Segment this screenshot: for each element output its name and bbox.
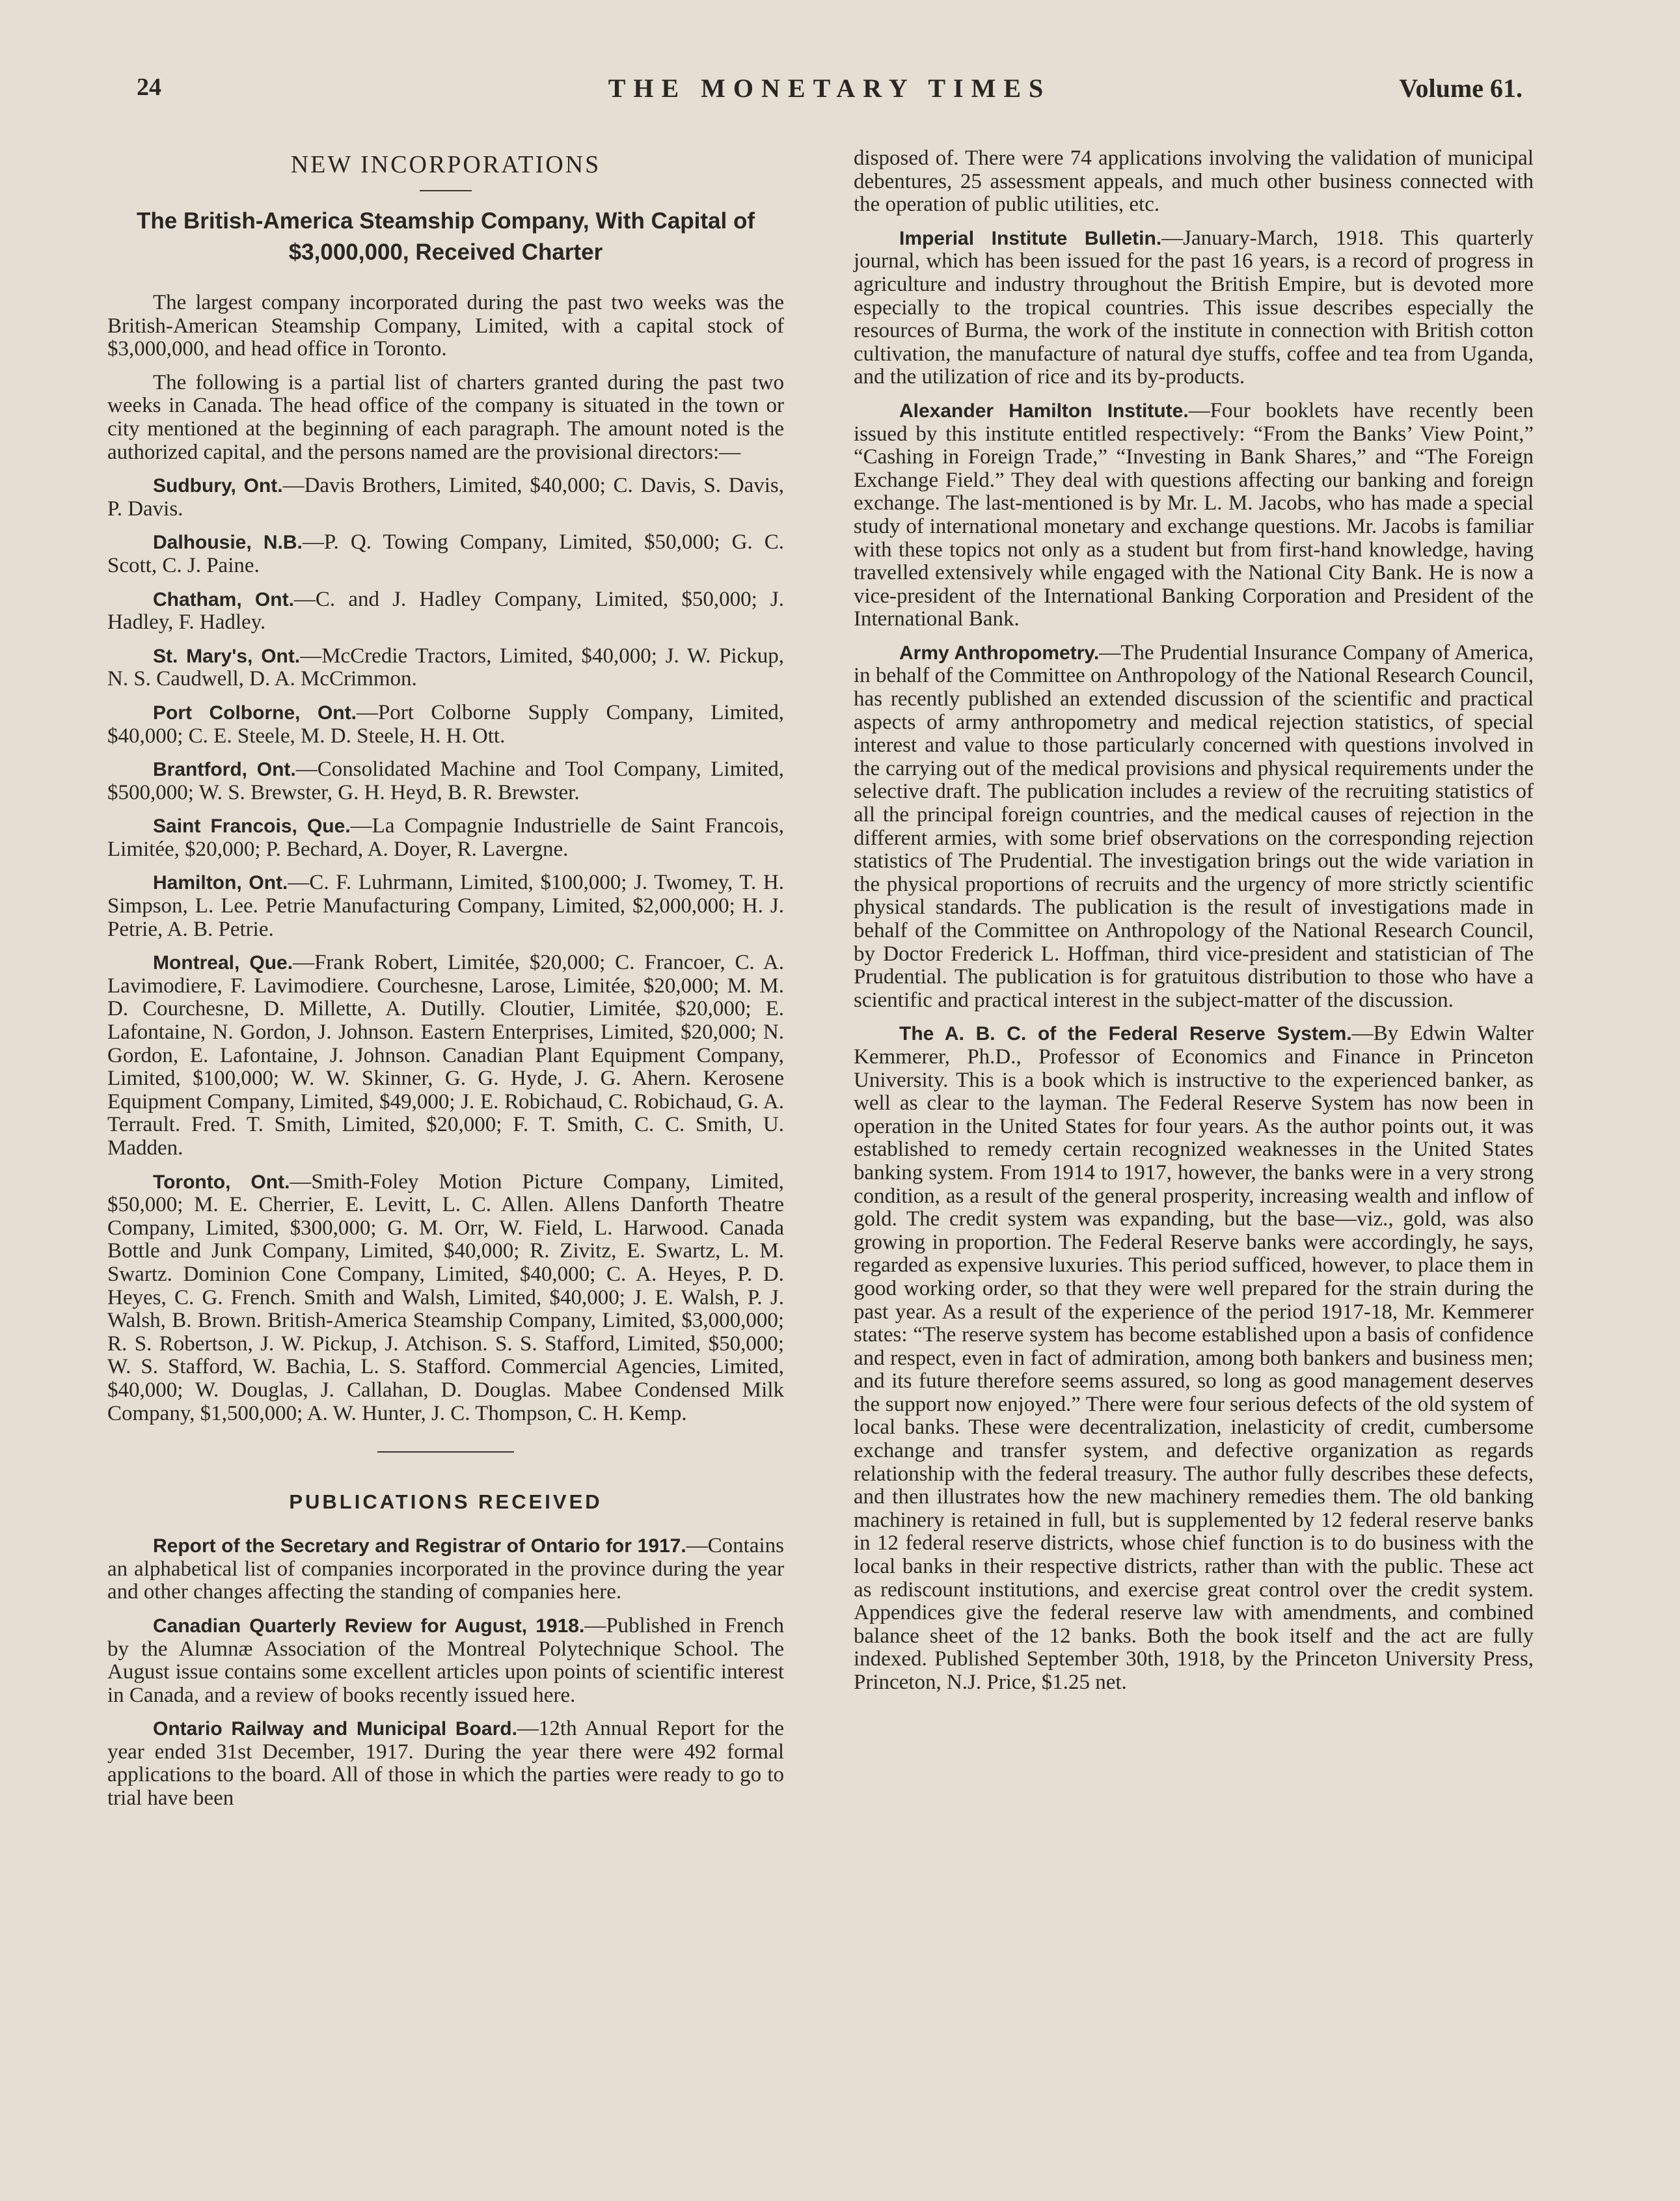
incorporation-entry xyxy=(107,531,784,577)
publication-text: —By Edwin Walter Kemmerer, Ph.D., Professor of Economics and Finance in Princeton University. This is a book which is instructive to the experienced banker, as well as clear to the layman. The Federal Reserve System has now been in operation in the United States for four years. As the author points out, it was established to remedy certain recognized weaknesses in the United States banking system. From 1914 to 1917, however, the banks were in a very strong condition, as a result of the general prosperity, increasing wealth and inflow of gold. The credit system was expanding, but the base—viz., gold, was also growing in proportion. The Federal Reserve banks were accordingly, he says, regarded as expensive luxuries. This period sufficed, however, to place them in good working order, so that they were well prepared for the strain during the past year. As a result of the experience of the period 1917-18, Mr. Kemmerer states: “The reserve system has become established upon a basis of confidence and respect, even in fact of admiration, among both bankers and business men; and its future therefore seems assured, so long as good management deserves the support now enjoyed.” There were four serious defects of the old system of local banks. These were decentralization, inelasticity of credit, cumbersome exchange and transfer system, and defective organization as regards relationship with the federal treasury. The author fully describes these defects, and then illustrates how the new machinery remedies them. The old banking machinery is retained in full, but is supplemented by 12 federal reserve banks in 12 federal reserve districts, whose chief function is to do business with the local banks in their respective districts, rather than with the public. These act as rediscount institutions, and exercise great control over the credit system. Appendices give the federal reserve law with amendments, and combined balance sheet of the 12 banks. Both the book itself and the act are fully indexed. Published September 30th, 1918, by the Princeton University Press, Princeton, N.J. Price, $1.25 net. xyxy=(854,1022,1534,1694)
entry-place: Toronto, Ont. xyxy=(153,1171,290,1193)
publication-entry xyxy=(107,1535,784,1604)
entry-text: —Smith-Foley Motion Picture Company, Limited, $50,000; M. E. Cherrier, E. Levitt, L. C. Allen. Allens Danforth Theatre Company, Limited, $300,000; G. M. Orr, W. Field, L. Harwood. Canada Bottle and Junk Company, Limited, $40,000; R. Zivitz, E. Swartz, L. M. Swartz. Dominion Cone Company, Limited, $40,000; C. A. Heyes, P. D. Heyes, C. G. French. Smith and Walsh, Limited, $40,000; J. E. Walsh, P. J. Walsh, B. Brown. British-America Steamship Company, Limited, $3,000,000; R. S. Robertson, J. W. Pickup, J. Atchison. S. S. Stafford, Limited, $50,000; W. S. Stafford, W. Bachia, L. S. Stafford. Commercial Agencies, Limited, $40,000; W. Douglas, J. Callahan, D. Douglas. Mabee Condensed Milk Company, $1,500,000; A. W. Hunter, J. C. Thompson, C. H. Kemp. xyxy=(107,1169,784,1425)
publication-text: —12th Annual Report for the year ended 31st December, 1917. During the year there were 492 formal applications to the board. All of those in which the parties were ready to go to trial have been xyxy=(107,1717,784,1811)
entry-place: Saint Francois, Que. xyxy=(153,815,351,838)
incorporations-title: NEW INCORPORATIONS xyxy=(290,151,601,178)
publication-entry xyxy=(107,1615,784,1707)
incorporation-entry xyxy=(107,951,784,1160)
continued-paragraph: disposed of. There were 74 applications involving the validation of municipal debentures, 25 assessment appeals, and much other business connected with the operation of public utilities, etc. xyxy=(854,146,1534,217)
entry-text: —P. Q. Towing Company, Limited, $50,000; G. C. Scott, C. J. Paine. xyxy=(107,530,784,577)
entry-place: St. Mary's, Ont. xyxy=(153,645,301,667)
publication-lead: Army Anthropometry. xyxy=(899,642,1100,664)
incorporation-entry xyxy=(107,702,784,748)
entry-text: —C. and J. Hadley Company, Limited, $50,000; J. Hadley, F. Hadley. xyxy=(107,587,784,635)
page-number: 24 xyxy=(137,74,161,101)
publications-title: PUBLICATIONS RECEIVED xyxy=(289,1490,603,1514)
publication-lead: Report of the Secretary and Registrar of Ontario for 1917. xyxy=(153,1535,686,1557)
entry-place: Sudbury, Ont. xyxy=(153,475,283,497)
publication-entry xyxy=(854,1022,1534,1694)
page-header xyxy=(137,73,1523,112)
entry-place: Brantford, Ont. xyxy=(153,759,296,781)
volume-label: Volume 61. xyxy=(1399,74,1523,103)
entry-text: —Frank Robert, Limitée, $20,000; C. Francoer, C. A. Lavimodiere, F. Lavimodiere. Courchesne, Larose, Limitée, $20,000; M. M. D. Courchesne, D. Millette, A. Dutilly. Cloutier, Limitée, $20,000; E. Lafontaine, N. Gordon, J. Johnson. Eastern Enterprises, Limited, $20,000; N. Gordon, E. Lafontaine, J. Johnson. Canadian Plant Equipment Company, Limited, $100,000; W. W. Skinner, G. G. Hyde, J. G. Ahern. Kerosene Equipment Company, Limited, $49,000; J. E. Robichaud, C. Robichaud, G. A. Terrault. Fred. T. Smith, Limited, $20,000; F. T. Smith, C. C. Smith, U. Madden. xyxy=(107,951,784,1160)
incorporations-subtitle: The British-America Steamship Company, With Capital of $3,000,000, Received Charter xyxy=(136,208,755,265)
incorporation-entry xyxy=(107,871,784,941)
entry-text: —C. F. Luhrmann, Limited, $100,000; J. Twomey, T. H. Simpson, L. Lee. Petrie Manufacturing Company, Limited, $2,000,000; H. J. Petrie, A. B. Petrie. xyxy=(107,871,784,941)
incorporation-entry xyxy=(107,588,784,635)
entry-place: Montreal, Que. xyxy=(153,952,293,974)
left-column xyxy=(107,148,784,1821)
publication-entry xyxy=(107,1717,784,1810)
entry-text: —McCredie Tractors, Limited, $40,000; J. W. Pickup, N. S. Caudwell, D. A. McCrimmon. xyxy=(107,644,784,691)
publication-entry xyxy=(854,400,1534,631)
journal-title: THE MONETARY TIMES xyxy=(608,74,1051,103)
publication-lead: Canadian Quarterly Review for August, 1918. xyxy=(153,1615,585,1637)
publication-entry xyxy=(854,227,1534,389)
entry-place: Port Colborne, Ont. xyxy=(153,702,357,724)
entry-text: —La Compagnie Industrielle de Saint Francois, Limitée, $20,000; P. Bechard, A. Doyer, R. Lavergne. xyxy=(107,814,784,861)
publication-text: —January-March, 1918. This quarterly journal, which has been issued for the past 16 years, is a record of progress in agriculture and industry throughout the British Empire, but is devoted more especially to the tropical countries. This issue describes especially the resources of Burma, the work of the institute in connection with British cotton cultivation, the manufacture of natural dye stuffs, coffee and tea from Uganda, and the utilization of rice and its by-products. xyxy=(854,226,1534,389)
publication-lead: Imperial Institute Bulletin. xyxy=(899,227,1162,249)
entry-place: Dalhousie, N.B. xyxy=(153,532,303,554)
incorporation-entry xyxy=(107,474,784,521)
incorporation-entry xyxy=(107,645,784,691)
intro-paragraph: The following is a partial list of charters granted during the past two weeks in Canada. The head office of the company is situated in the town or city mentioned at the beginning of each paragraph. The amount noted is the authorized capital, and the persons named are the provisional directors:— xyxy=(107,370,784,464)
entry-text: —Davis Brothers, Limited, $40,000; C. Davis, S. Davis, P. Davis. xyxy=(107,474,784,521)
publication-entry xyxy=(854,642,1534,1013)
incorporation-entry xyxy=(107,1171,784,1426)
publication-text: —The Prudential Insurance Company of America, in behalf of the Committee on Anthropology of the National Research Council, has recently published an extended discussion of the scientific and practical aspects of army anthropometry and medical rejection statistics, of special interest and value to those particularly concerned with questions involved in the carrying out of the medical provisions and physical requirements under the selective draft. The publication includes a review of the recruiting statistics of all the principal foreign countries, and the medical causes of rejection in the different armies, with some brief observations on the corresponding rejection statistics of The Prudential. The investigation brings out the wide variation in the physical proportions of recruits and the urgency of more strictly scientific physical standards. The publication is the result of investigations made in behalf of the Committee on Anthropology of the National Research Council, by Doctor Frederick L. Hoffman, third vice-president and statistician of The Prudential. The publication is for gratuitous distribution to those who have a scientific and practical interest in the subject-matter of the discussion. xyxy=(854,640,1534,1012)
publication-text: —Contains an alphabetical list of companies incorporated in the province during the year and other changes affecting the standing of companies here. xyxy=(107,1534,784,1604)
section-rule xyxy=(377,1451,514,1453)
publication-text: —Published in French by the Alumnæ Association of the Montreal Polytechnique School. The August issue contains some excellent articles upon points of scientific interest in Canada, and a review of books recently issued here. xyxy=(107,1613,784,1707)
title-rule xyxy=(420,190,472,191)
entry-place: Chatham, Ont. xyxy=(153,588,294,610)
intro-paragraph: The largest company incorporated during the past two weeks was the British-American Steamship Company, Limited, with a capital stock of $3,000,000, and head office in Toronto. xyxy=(107,291,784,361)
publication-text: —Four booklets have recently been issued by this institute entitled respectively: “From the Banks’ View Point,” “Cashing in Foreign Trade,” “Investing in Bank Shares,” and “The Foreign Exchange Field.” They deal with questions affecting our banking and foreign exchange. The last-mentioned is by Mr. L. M. Jacobs, who has made a special study of international monetary and exchange questions. Mr. Jacobs is familiar with these topics not only as a student but from first-hand knowledge, having travelled extensively while engaged with the National City Bank. He is now a vice-president of the International Banking Corporation and President of the International Bank. xyxy=(854,398,1534,631)
incorporation-entry xyxy=(107,815,784,861)
publication-lead: The A. B. C. of the Federal Reserve System. xyxy=(899,1023,1352,1045)
incorporation-entry xyxy=(107,758,784,804)
entry-text: —Consolidated Machine and Tool Company, Limited, $500,000; W. S. Brewster, G. H. Heyd, B. R. Brewster. xyxy=(107,758,784,804)
publication-lead: Alexander Hamilton Institute. xyxy=(899,400,1189,422)
right-column xyxy=(854,147,1534,1705)
entry-text: —Port Colborne Supply Company, Limited, $40,000; C. E. Steele, M. D. Steele, H. H. Ott. xyxy=(107,700,784,748)
entry-place: Hamilton, Ont. xyxy=(153,872,288,894)
publication-lead: Ontario Railway and Municipal Board. xyxy=(153,1718,517,1740)
